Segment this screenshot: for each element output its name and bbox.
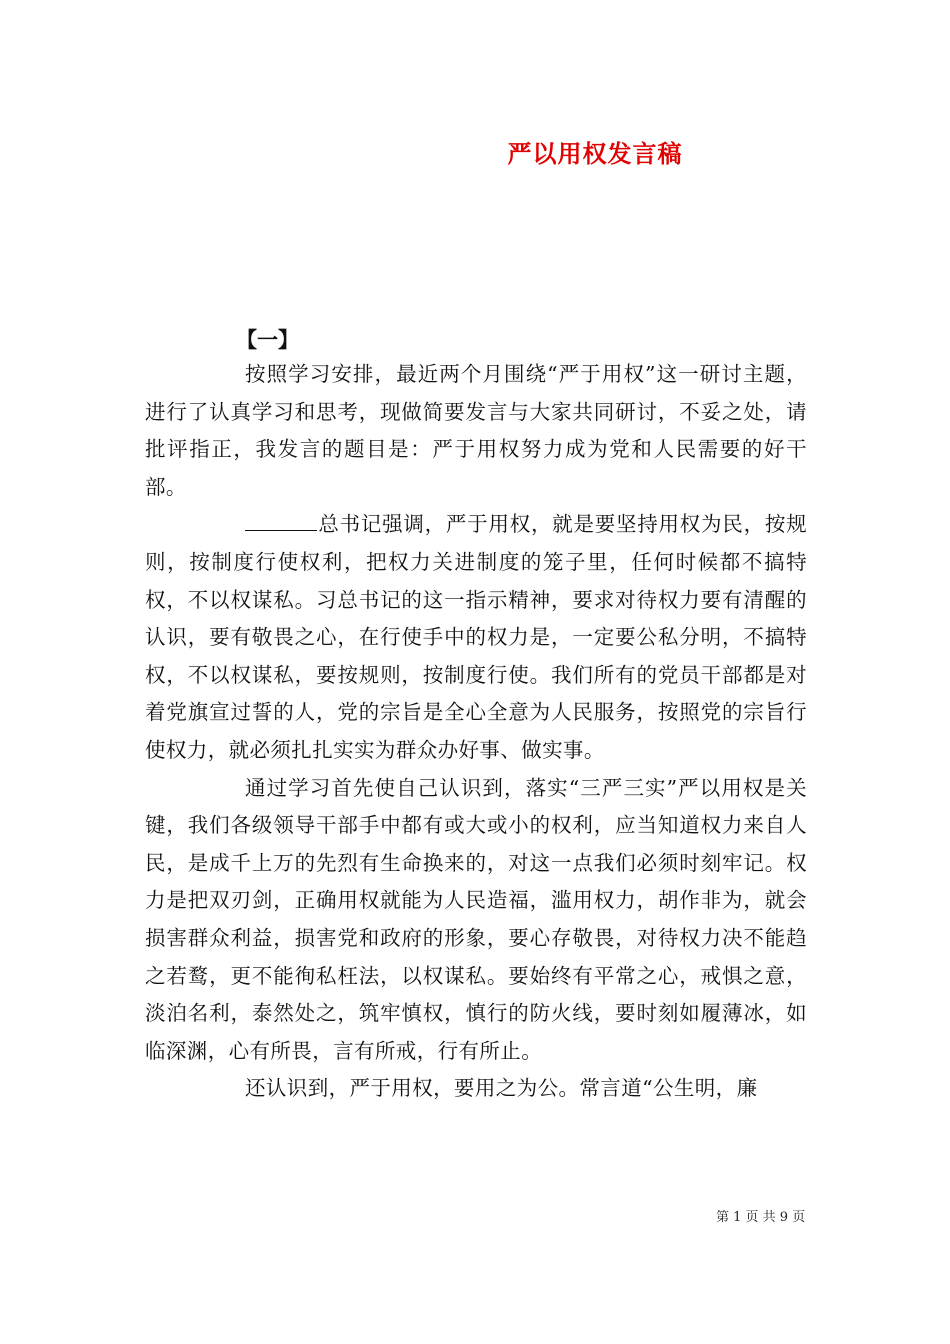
document-title: 严以用权发言稿 <box>507 139 683 168</box>
paragraph-text: 总书记强调，严于用权，就是要坚持用权为民，按规则，按制度行使权利，把权力关进制度的笼子里，任何时候都不搞特权，不以权谋私。习总书记的这一指示精神，要求对待权力要有清醒的认识，要有敬畏之心，在行使手中的权力是，一定要公私分明，不搞特权，不以权谋私，要按规则，按制度行使。我们所有的党员干部都是对着党旗宣过誓的人，党的宗旨是全心全意为人民服务，按照党的宗旨行使权力，就必须扎扎实实为群众办好事、做实事。 <box>145 512 807 762</box>
paragraph: 按照学习安排，最近两个月围绕“严于用权”这一研讨主题，进行了认真学习和思考，现做简要发言与大家共同研讨，不妥之处，请批评指正，我发言的题目是：严于用权努力成为党和人民需要的好干部。 <box>145 362 807 499</box>
section-label: 【一】 <box>236 327 299 352</box>
paragraph: 通过学习首先使自己认识到，落实“三严三实”严以用权是关键，我们各级领导干部手中都有或大或小的权利，应当知道权力来自人民，是成千上万的先烈有生命换来的，对这一点我们必须时刻牢记。权力是把双刃剑，正确用权就能为人民造福，滥用权力，胡作非为，就会损害群众利益，损害党和政府的形象，要心存敬畏，对待权力决不能趋之若鹜，更不能徇私枉法，以权谋私。要始终有平常之心，戒惧之意，淡泊名利，泰然处之，筑牢慎权，慎行的防火线，要时刻如履薄冰，如临深渊，心有所畏，言有所戒，行有所止。 <box>145 775 807 1063</box>
paragraph <box>145 506 807 769</box>
document-body <box>145 356 807 1108</box>
blank-underline <box>245 512 317 531</box>
page-footer: 第 1 页 共 9 页 <box>716 1210 806 1225</box>
paragraph: 还认识到，严于用权，要用之为公。常言道“公生明，廉 <box>245 1076 758 1101</box>
